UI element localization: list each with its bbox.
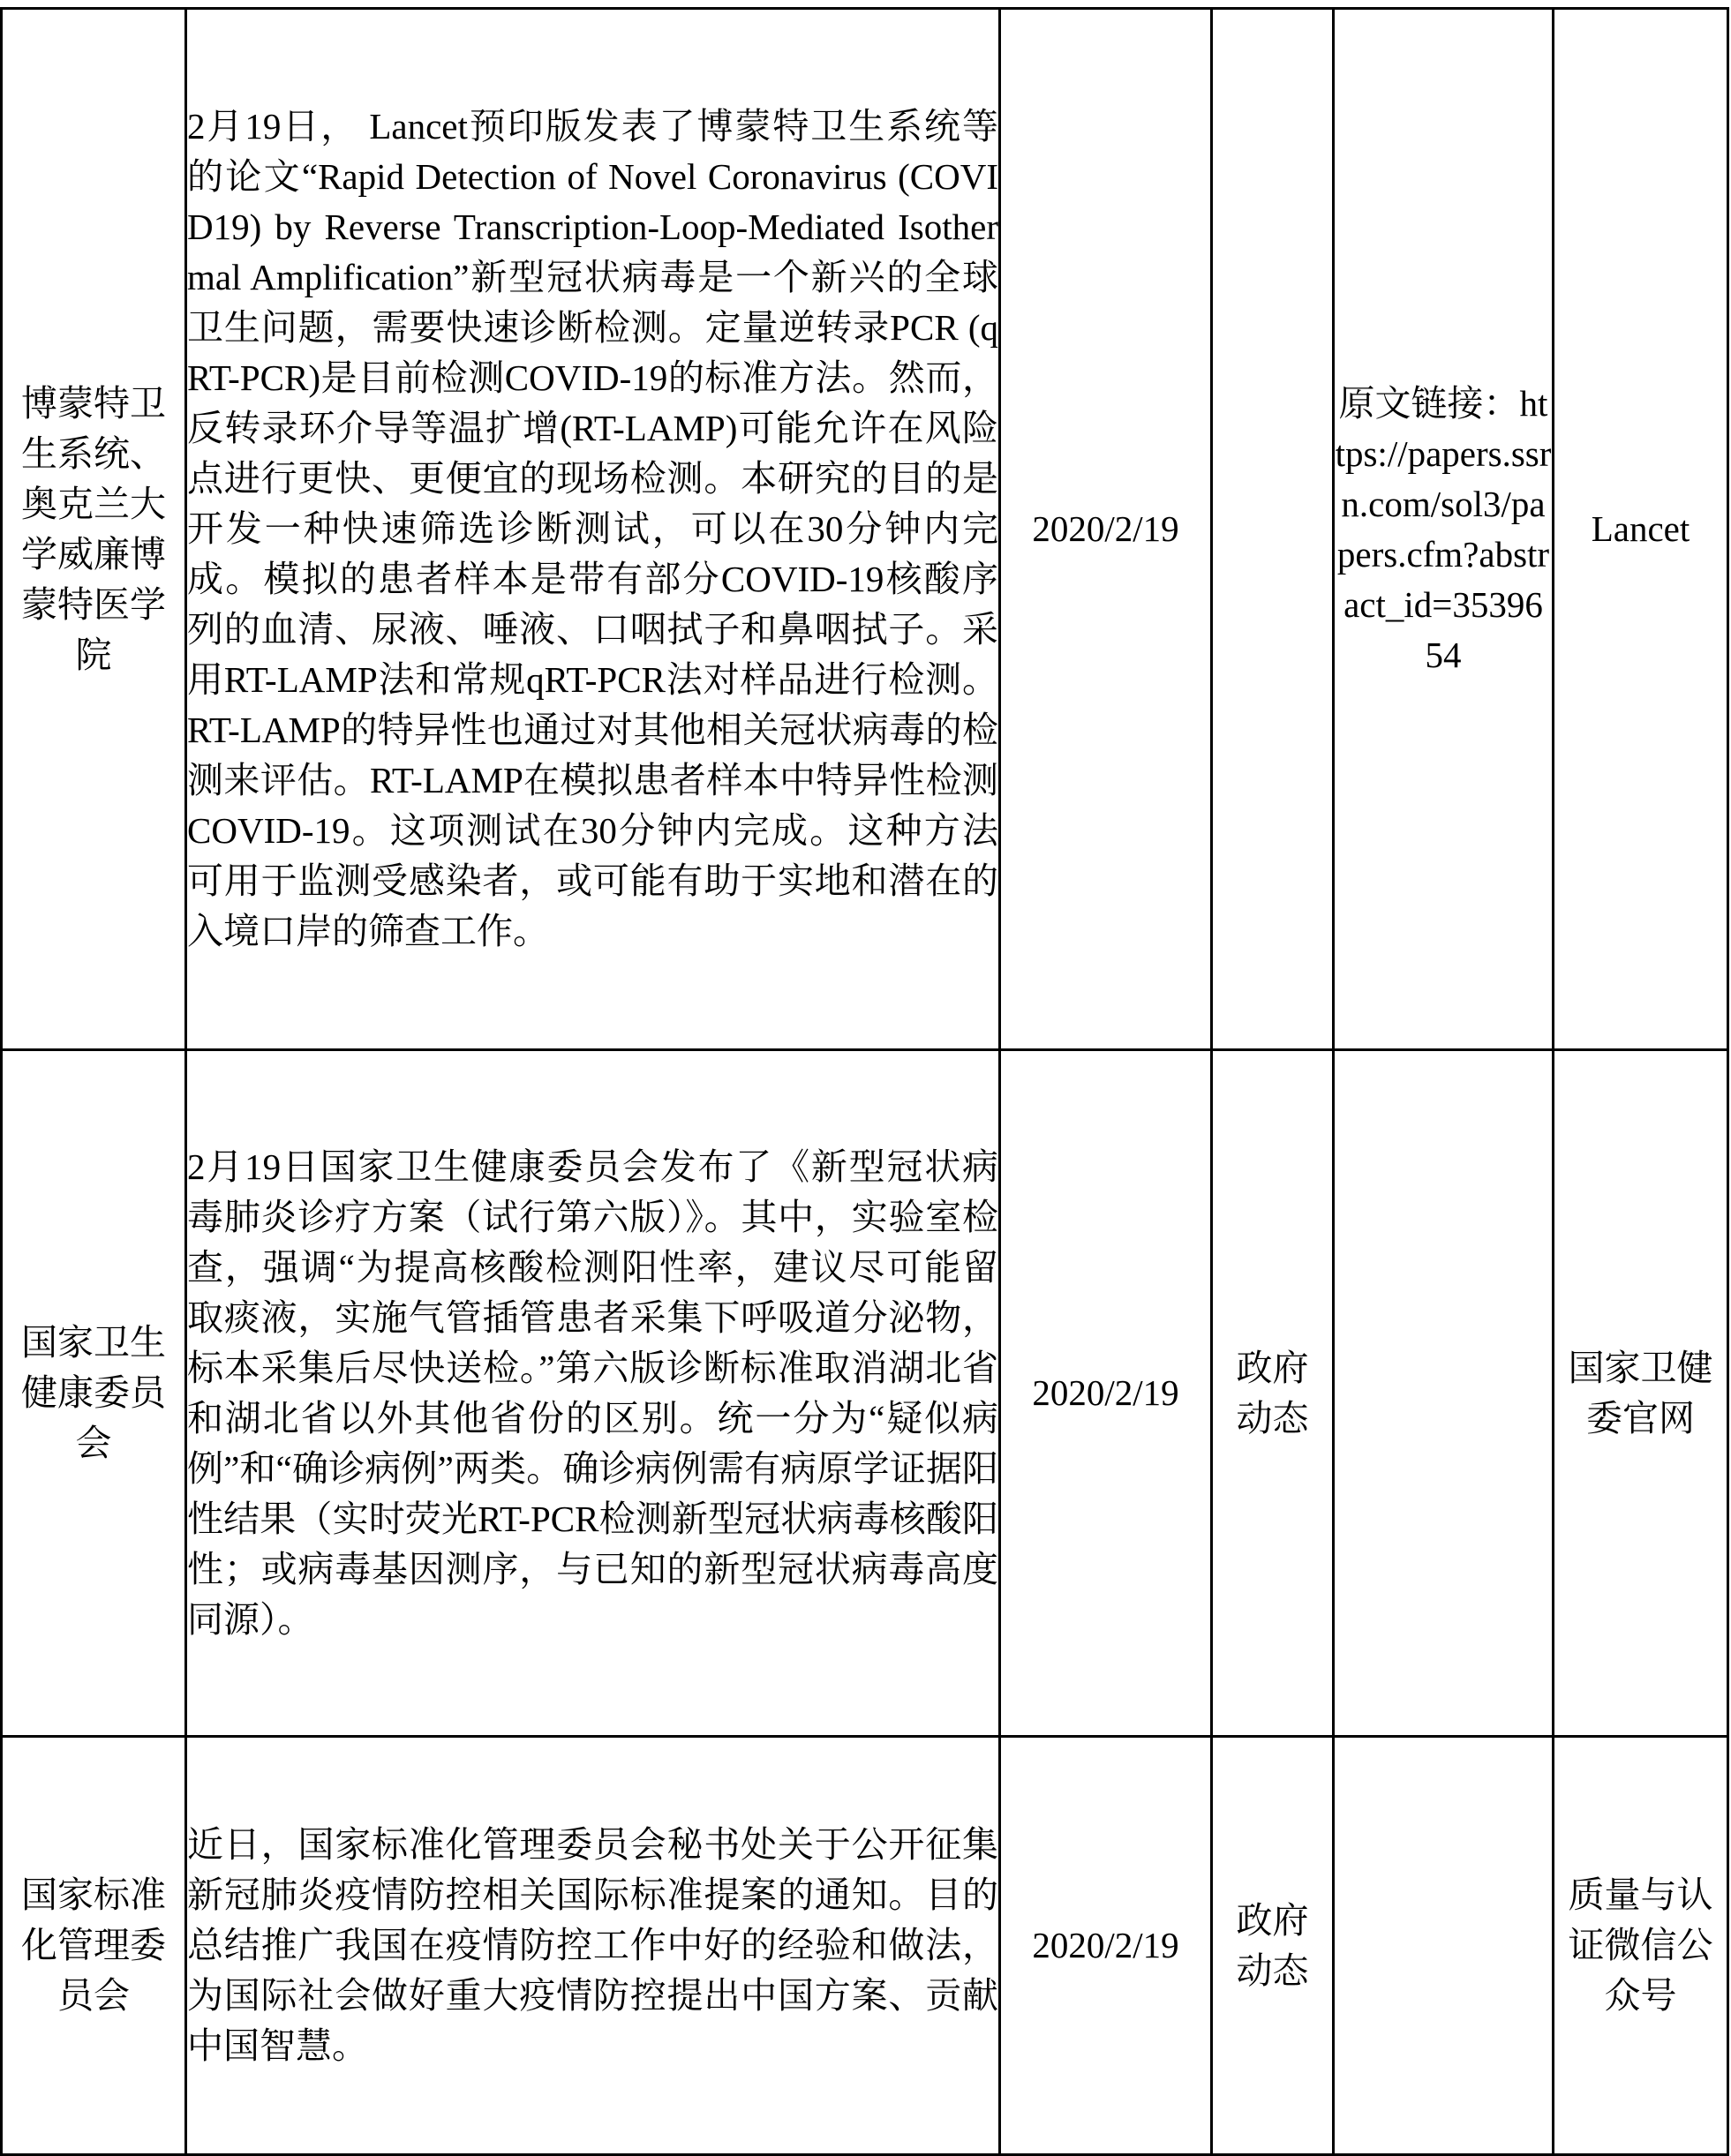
date-text: 2020/2/19 — [1032, 1372, 1179, 1413]
link-cell — [1334, 9, 1554, 1050]
type-cell — [1212, 1737, 1334, 2155]
date-text: 2020/2/19 — [1032, 508, 1179, 549]
description-text: 2月19日， Lancet预印版发表了博蒙特卫生系统等的论文“Rapid Detection of Novel Coronavirus (COVID19) by Reverse Transcription-Loop-Mediated Isothermal Amplification”新型冠状病毒是一个新兴的全球卫生问题，需要快速诊断检测。定量逆转录PCR (qRT-PCR)是目前检测COVID-19的标准方法。然而，反转录环介导等温扩增(RT-LAMP)可能允许在风险点进行更快、更便宜的现场检测。本研究的目的是开发一种快速筛选诊断测试，可以在30分钟内完成。模拟的患者样本是带有部分COVID-19核酸序列的血清、尿液、唾液、口咽拭子和鼻咽拭子。采用RT-LAMP法和常规qRT-PCR法对样品进行检测。RT-LAMP的特异性也通过对其他相关冠状病毒的检测来评估。RT-LAMP在模拟患者样本中特异性检测COVID-19。这项测试在30分钟内完成。这种方法可用于监测受感染者，或可能有助于实地和潜在的入境口岸的筛查工作。 — [187, 106, 998, 951]
org-name: 国家标准化管理委员会 — [21, 1874, 166, 2016]
source-cell — [1554, 9, 1728, 1050]
link-cell — [1334, 1737, 1554, 2155]
org-cell — [2, 1737, 186, 2155]
description-cell — [186, 9, 1000, 1050]
description-cell — [186, 1737, 1000, 2155]
date-cell — [1000, 9, 1212, 1050]
news-table — [0, 7, 1729, 2156]
org-cell — [2, 9, 186, 1050]
source-link[interactable]: 原文链接：https://papers.ssrn.com/sol3/papers.cfm?abstract_id=3539654 — [1335, 382, 1552, 675]
description-cell — [186, 1050, 1000, 1737]
source-text: Lancet — [1591, 508, 1690, 549]
description-text: 近日，国家标准化管理委员会秘书处关于公开征集新冠肺炎疫情防控相关国际标准提案的通知。目的总结推广我国在疫情防控工作中好的经验和做法，为国际社会做好重大疫情防控提出中国方案、贡献中国智慧。 — [187, 1824, 998, 2066]
source-text: 质量与认证微信公众号 — [1568, 1874, 1713, 2016]
link-cell — [1334, 1050, 1554, 1737]
type-text: 政府动态 — [1236, 1899, 1309, 1991]
source-cell — [1554, 1050, 1728, 1737]
table-row — [2, 1737, 1728, 2155]
date-text: 2020/2/19 — [1032, 1925, 1179, 1965]
table-row — [2, 1050, 1728, 1737]
org-name: 国家卫生健康委员会 — [21, 1322, 166, 1463]
date-cell — [1000, 1050, 1212, 1737]
source-cell — [1554, 1737, 1728, 2155]
type-cell — [1212, 1050, 1334, 1737]
type-cell — [1212, 9, 1334, 1050]
table-row — [2, 9, 1728, 1050]
source-text: 国家卫健委官网 — [1568, 1347, 1713, 1439]
date-cell — [1000, 1737, 1212, 2155]
description-text: 2月19日国家卫生健康委员会发布了《新型冠状病毒肺炎诊疗方案（试行第六版）》。其中，实验室检查，强调“为提高核酸检测阳性率，建议尽可能留取痰液，实施气管插管患者采集下呼吸道分泌物，标本采集后尽快送检。”第六版诊断标准取消湖北省和湖北省以外其他省份的区别。统一分为“疑似病例”和“确诊病例”两类。确诊病例需有病原学证据阳性结果（实时荧光RT-PCR检测新型冠状病毒核酸阳性；或病毒基因测序，与已知的新型冠状病毒高度同源）。 — [187, 1146, 998, 1640]
org-cell — [2, 1050, 186, 1737]
org-name: 博蒙特卫生系统、奥克兰大学威廉博蒙特医学院 — [21, 382, 166, 675]
type-text: 政府动态 — [1236, 1347, 1309, 1439]
